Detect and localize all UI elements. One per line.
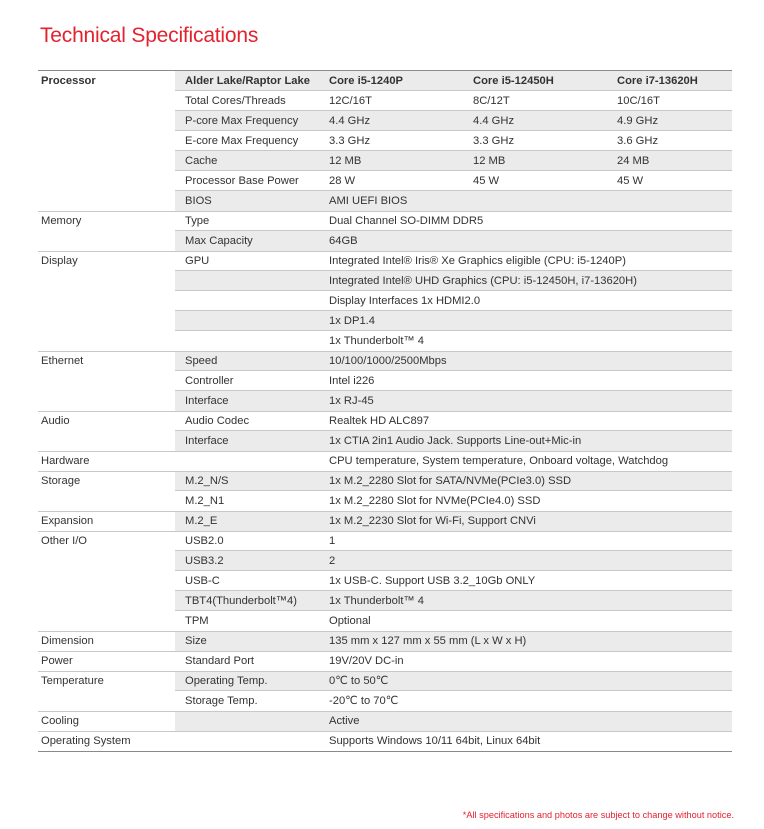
table-bottom-rule xyxy=(38,751,732,752)
table-row xyxy=(38,331,732,351)
label-cell: USB-C xyxy=(185,575,220,587)
value-cell: 1x RJ-45 xyxy=(329,395,374,407)
value-cell: 12 MB xyxy=(329,155,362,167)
label-cell: Standard Port xyxy=(185,655,255,667)
footnote: *All specifications and photos are subject to change without notice. xyxy=(462,810,734,820)
value-cell: 24 MB xyxy=(617,155,650,167)
table-row xyxy=(38,531,732,551)
value-cell: Intel i226 xyxy=(329,375,375,387)
value-cell: 1x DP1.4 xyxy=(329,315,376,327)
value-cell: 2 xyxy=(329,555,336,567)
label-cell: Alder Lake/Raptor Lake xyxy=(185,75,310,87)
category-cell: Temperature xyxy=(41,675,104,687)
label-cell: Processor Base Power xyxy=(185,175,299,187)
label-cell: Interface xyxy=(185,395,229,407)
category-cell: Audio xyxy=(41,415,70,427)
table-row xyxy=(38,631,732,651)
table-row xyxy=(38,191,732,211)
value-cell: 4.9 GHz xyxy=(617,115,659,127)
table-row xyxy=(38,71,732,91)
label-cell: Operating Temp. xyxy=(185,675,268,687)
table-row xyxy=(38,731,732,751)
table-row xyxy=(38,671,732,691)
table-row xyxy=(38,511,732,531)
label-cell: Max Capacity xyxy=(185,235,253,247)
label-cell: P-core Max Frequency xyxy=(185,115,299,127)
label-cell: Size xyxy=(185,635,207,647)
label-cell: E-core Max Frequency xyxy=(185,135,299,147)
value-cell: 0℃ to 50℃ xyxy=(329,675,389,687)
value-cell: AMI UEFI BIOS xyxy=(329,195,408,207)
value-cell: 1x Thunderbolt™ 4 xyxy=(329,595,424,607)
value-cell: 64GB xyxy=(329,235,358,247)
value-cell: 3.3 GHz xyxy=(473,135,515,147)
table-row xyxy=(38,611,732,631)
value-cell: 10C/16T xyxy=(617,95,660,107)
table-row xyxy=(38,151,732,171)
value-cell: 4.4 GHz xyxy=(473,115,515,127)
value-cell: Integrated Intel® Iris® Xe Graphics eligible (CPU: i5-1240P) xyxy=(329,255,626,267)
table-row xyxy=(38,171,732,191)
table-row xyxy=(38,571,732,591)
label-cell: BIOS xyxy=(185,195,212,207)
table-row xyxy=(38,271,732,291)
page-title: Technical Specifications xyxy=(40,24,259,47)
table-row xyxy=(38,491,732,511)
value-cell: 1x M.2_2280 Slot for SATA/NVMe(PCIe3.0) SSD xyxy=(329,475,572,487)
table-row xyxy=(38,551,732,571)
category-cell: Hardware xyxy=(41,455,90,467)
table-row xyxy=(38,591,732,611)
label-cell: TPM xyxy=(185,615,209,627)
category-cell: Memory xyxy=(41,215,82,227)
value-cell: Supports Windows 10/11 64bit, Linux 64bit xyxy=(329,735,541,747)
table-row xyxy=(38,651,732,671)
label-cell: Type xyxy=(185,215,210,227)
table-row xyxy=(38,131,732,151)
category-cell: Power xyxy=(41,655,73,667)
value-cell: 3.3 GHz xyxy=(329,135,371,147)
value-cell: Display Interfaces 1x HDMI2.0 xyxy=(329,295,481,307)
label-cell: Speed xyxy=(185,355,218,367)
table-row xyxy=(38,391,732,411)
table-row xyxy=(38,411,732,431)
value-cell: Optional xyxy=(329,615,371,627)
label-cell: M.2_E xyxy=(185,515,218,527)
label-cell: TBT4(Thunderbolt™4) xyxy=(185,595,297,607)
table-row xyxy=(38,691,732,711)
value-cell: 10/100/1000/2500Mbps xyxy=(329,355,447,367)
table-row xyxy=(38,91,732,111)
category-cell: Storage xyxy=(41,475,81,487)
table-row xyxy=(38,311,732,331)
value-cell: Integrated Intel® UHD Graphics (CPU: i5-12450H, i7-13620H) xyxy=(329,275,637,287)
value-cell: Core i7-13620H xyxy=(617,75,698,87)
category-cell: Cooling xyxy=(41,715,79,727)
value-cell: 19V/20V DC-in xyxy=(329,655,404,667)
value-cell: 4.4 GHz xyxy=(329,115,371,127)
value-cell: 1x M.2_2230 Slot for Wi-Fi, Support CNVi xyxy=(329,515,536,527)
table-row xyxy=(38,111,732,131)
table-row xyxy=(38,431,732,451)
category-cell: Dimension xyxy=(41,635,94,647)
label-cell: Storage Temp. xyxy=(185,695,258,707)
table-row xyxy=(38,211,732,231)
table-row xyxy=(38,351,732,371)
value-cell: -20℃ to 70℃ xyxy=(329,695,399,707)
value-cell: Active xyxy=(329,715,360,727)
value-cell: 3.6 GHz xyxy=(617,135,659,147)
value-cell: Core i5-12450H xyxy=(473,75,554,87)
value-cell: 45 W xyxy=(473,175,500,187)
label-cell: Interface xyxy=(185,435,229,447)
label-cell: Controller xyxy=(185,375,234,387)
spec-table xyxy=(38,71,732,751)
table-row xyxy=(38,291,732,311)
category-cell: Operating System xyxy=(41,735,131,747)
label-cell: USB3.2 xyxy=(185,555,224,567)
label-cell: M.2_N/S xyxy=(185,475,229,487)
value-cell: 1x USB-C. Support USB 3.2_10Gb ONLY xyxy=(329,575,536,587)
category-cell: Display xyxy=(41,255,78,267)
label-cell: Total Cores/Threads xyxy=(185,95,286,107)
table-row xyxy=(38,471,732,491)
value-cell: 28 W xyxy=(329,175,356,187)
category-cell: Other I/O xyxy=(41,535,88,547)
value-cell: 1 xyxy=(329,535,336,547)
label-cell: USB2.0 xyxy=(185,535,224,547)
category-cell: Ethernet xyxy=(41,355,84,367)
label-cell: Audio Codec xyxy=(185,415,250,427)
value-cell: 45 W xyxy=(617,175,644,187)
value-cell: 12C/16T xyxy=(329,95,372,107)
table-row xyxy=(38,231,732,251)
table-row xyxy=(38,371,732,391)
table-row xyxy=(38,711,732,731)
category-cell: Processor xyxy=(41,75,96,87)
value-cell: Dual Channel SO-DIMM DDR5 xyxy=(329,215,484,227)
label-cell: GPU xyxy=(185,255,210,267)
value-cell: 1x CTIA 2in1 Audio Jack. Supports Line-out+Mic-in xyxy=(329,435,582,447)
value-cell: Core i5-1240P xyxy=(329,75,404,87)
value-cell: 12 MB xyxy=(473,155,506,167)
value-cell: 8C/12T xyxy=(473,95,510,107)
label-cell: Cache xyxy=(185,155,218,167)
value-cell: 1x M.2_2280 Slot for NVMe(PCIe4.0) SSD xyxy=(329,495,541,507)
value-cell: Realtek HD ALC897 xyxy=(329,415,430,427)
value-cell: 135 mm x 127 mm x 55 mm (L x W x H) xyxy=(329,635,527,647)
label-cell: M.2_N1 xyxy=(185,495,225,507)
value-cell: CPU temperature, System temperature, Onboard voltage, Watchdog xyxy=(329,455,669,467)
value-cell: 1x Thunderbolt™ 4 xyxy=(329,335,424,347)
table-row xyxy=(38,251,732,271)
table-row xyxy=(38,451,732,471)
category-cell: Expansion xyxy=(41,515,94,527)
